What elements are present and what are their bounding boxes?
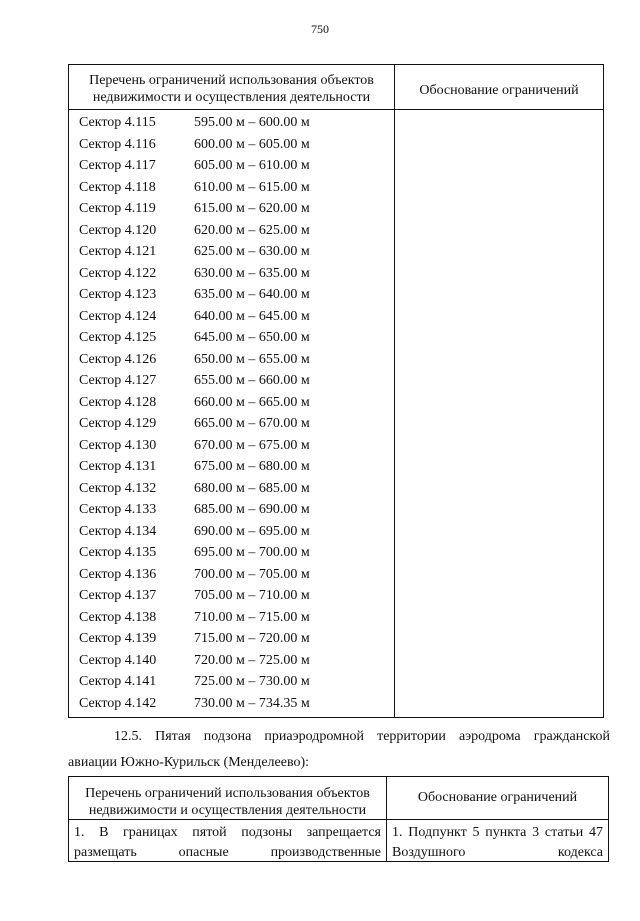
header-restrictions-list: Перечень ограничений использования объектов недвижимости и осуществления деятельности [69,65,395,110]
sector-name: Сектор 4.141 [79,674,157,689]
sector-height-range: 615.00 м – 620.00 м [194,201,310,216]
table-header-row [69,65,604,110]
sector-name: Сектор 4.117 [79,158,156,173]
sector-name: Сектор 4.132 [79,480,157,496]
subzone5-restrictions-table [68,776,609,862]
sector-height-range: 690.00 м – 695.00 м [194,523,310,539]
sector-row [69,671,394,693]
sector-row [69,198,394,220]
sector-height-range: 620.00 м – 625.00 м [194,222,310,238]
sector-row [69,155,394,177]
sector-height-range: 595.00 м – 600.00 м [194,115,310,130]
sector-row [69,564,394,586]
sector-name: Сектор 4.118 [79,179,156,195]
sector-name: Сектор 4.115 [79,115,156,130]
sector-name: Сектор 4.128 [79,394,157,410]
sector-row [69,349,394,371]
sector-name: Сектор 4.127 [79,373,157,388]
sector-name: Сектор 4.124 [79,308,157,324]
sector-row [69,693,394,715]
sector-name: Сектор 4.139 [79,631,157,646]
sector-row [69,134,394,156]
sector-height-range: 720.00 м – 725.00 м [194,652,310,668]
sector-height-range: 640.00 м – 645.00 м [194,308,310,324]
sector-name: Сектор 4.131 [79,459,157,474]
page-number: 750 [311,22,329,36]
sector-name: Сектор 4.142 [79,695,157,711]
sector-height-range: 660.00 м – 665.00 м [194,394,310,410]
justification-cell [395,110,604,718]
sector-height-range: 610.00 м – 615.00 м [194,179,310,195]
sector-row [69,478,394,500]
sector-name: Сектор 4.125 [79,330,157,345]
sector-row [69,650,394,672]
sector-row [69,392,394,414]
sector-name: Сектор 4.126 [79,351,157,367]
sector-name: Сектор 4.116 [79,136,156,152]
sector-height-range: 635.00 м – 640.00 м [194,287,310,302]
sector-row [69,370,394,392]
header-justification: Обоснование ограничений [387,777,609,820]
sector-row [69,306,394,328]
sector-row [69,241,394,263]
sector-name: Сектор 4.133 [79,502,157,517]
sector-height-range: 700.00 м – 705.00 м [194,566,310,582]
sector-row [69,456,394,478]
sector-height-range: 655.00 м – 660.00 м [194,373,310,388]
sector-list [69,110,395,718]
sector-name: Сектор 4.119 [79,201,156,216]
sector-height-range: 600.00 м – 605.00 м [194,136,310,152]
sector-height-range: 605.00 м – 610.00 м [194,158,310,173]
sector-name: Сектор 4.123 [79,287,157,302]
sector-height-range: 675.00 м – 680.00 м [194,459,310,474]
sector-name: Сектор 4.121 [79,244,157,259]
sector-name: Сектор 4.134 [79,523,157,539]
restrictions-table [68,64,604,718]
sector-height-range: 710.00 м – 715.00 м [194,609,310,625]
sector-name: Сектор 4.137 [79,588,157,603]
sector-row [69,413,394,435]
sector-row [69,585,394,607]
table-body-row [69,820,609,862]
sector-row [69,521,394,543]
sector-name: Сектор 4.138 [79,609,157,625]
sector-height-range: 680.00 м – 685.00 м [194,480,310,496]
section-heading-line2: авиации Южно-Курильск (Менделеево): [68,755,310,770]
sector-height-range: 705.00 м – 710.00 м [194,588,310,603]
sector-row [69,499,394,521]
sector-name: Сектор 4.136 [79,566,157,582]
sector-name: Сектор 4.140 [79,652,157,668]
sector-height-range: 670.00 м – 675.00 м [194,437,310,453]
table-body-row [69,110,604,718]
section-heading-line1: 12.5. Пятая подзона приаэродромной территории аэродрома гражданской [114,729,610,744]
justification-cell [387,820,609,862]
sector-row [69,435,394,457]
sector-height-range: 645.00 м – 650.00 м [194,330,310,345]
sector-height-range: 685.00 м – 690.00 м [194,502,310,517]
sector-name: Сектор 4.130 [79,437,157,453]
sector-name: Сектор 4.120 [79,222,157,238]
header-justification: Обоснование ограничений [395,65,604,110]
sector-height-range: 725.00 м – 730.00 м [194,674,310,689]
sector-row [69,628,394,650]
sector-row [69,284,394,306]
sector-row [69,327,394,349]
sector-name: Сектор 4.135 [79,545,157,560]
section-paragraph [68,724,610,776]
sector-row [69,220,394,242]
sector-row [69,112,394,134]
justification-text: 1. Подпункт 5 пункта 3 статьи 47 Воздушного кодекса [392,825,603,860]
sector-name: Сектор 4.122 [79,265,157,281]
sector-row [69,542,394,564]
sector-name: Сектор 4.129 [79,416,157,431]
sector-row [69,607,394,629]
sector-height-range: 630.00 м – 635.00 м [194,265,310,281]
restriction-text: 1. В границах пятой подзоны запрещается размещать опасные производственные [74,825,381,860]
table-header-row [69,777,609,820]
sector-height-range: 715.00 м – 720.00 м [194,631,310,646]
sector-height-range: 650.00 м – 655.00 м [194,351,310,367]
sector-height-range: 730.00 м – 734.35 м [194,695,310,711]
sector-height-range: 695.00 м – 700.00 м [194,545,310,560]
sector-height-range: 625.00 м – 630.00 м [194,244,310,259]
sector-height-range: 665.00 м – 670.00 м [194,416,310,431]
restriction-cell [69,820,387,862]
header-restrictions-list: Перечень ограничений использования объектов недвижимости и осуществления деятельности [69,777,387,820]
sector-row [69,177,394,199]
sector-row [69,263,394,285]
